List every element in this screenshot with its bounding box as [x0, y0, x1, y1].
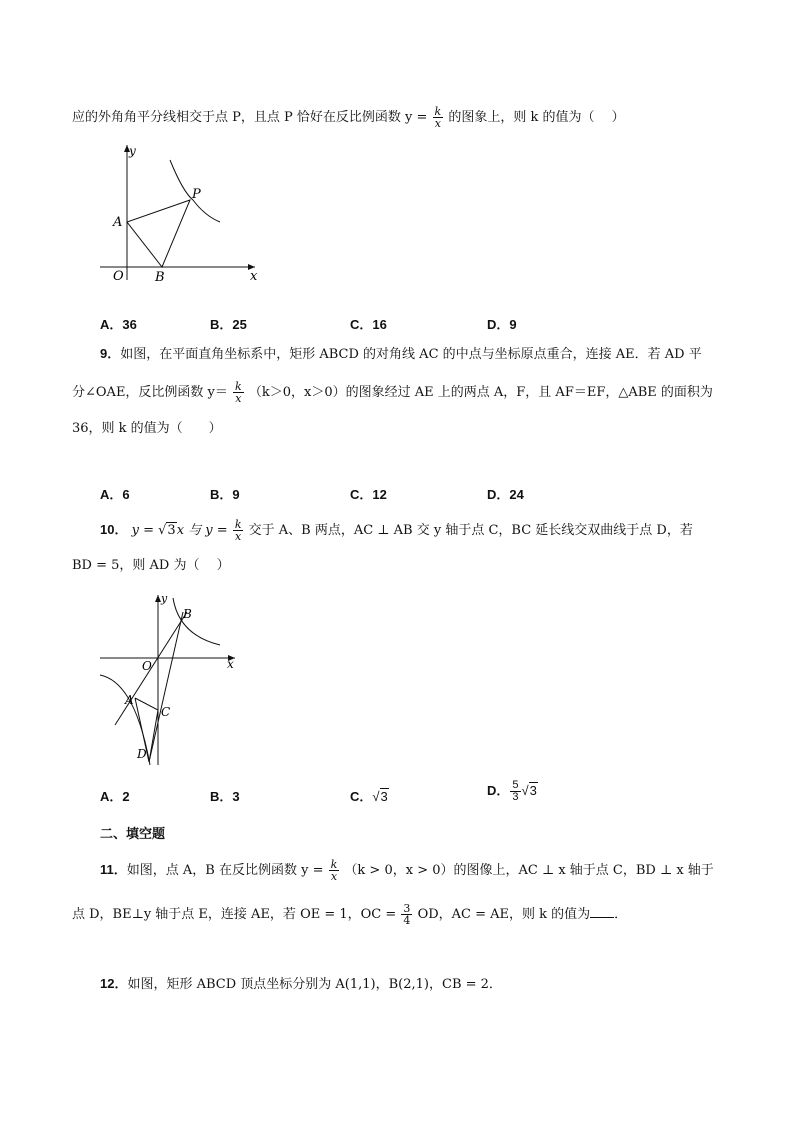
q8-figure	[95, 140, 270, 285]
q9-text-line2: 分∠OAE，反比例函数 y＝ $\frac{k}{x}$ （k＞0，x＞0）的图象经过 AE 上的两点 A，F，且 AF＝EF，△ABE 的面积为	[72, 380, 713, 405]
q9-option-c[interactable]: C．12	[350, 487, 387, 502]
q10-options	[100, 779, 620, 804]
q8-label-x: x	[250, 269, 258, 284]
q9-text-line3: 36，则 k 的值为（ ）	[72, 421, 222, 436]
fraction-k-over-x: $\frac{k}{x}$	[235, 380, 242, 405]
sqrt-symbol: √3	[521, 783, 537, 798]
q10-option-b[interactable]: B．3	[210, 789, 240, 804]
q8-label-B: B	[155, 270, 165, 285]
q8-options	[100, 314, 620, 332]
q10-option-c[interactable]: C．√3	[350, 789, 388, 804]
sqrt-symbol: √3	[372, 789, 388, 804]
q10-text-line2: BD = 5，则 AD 为（ ）	[72, 558, 230, 573]
q10-label-y: y	[161, 592, 168, 605]
q8-label-A: A	[113, 215, 123, 230]
q8-option-c[interactable]: C．16	[350, 317, 387, 332]
fraction-k-over-x: $\frac{k}{x}$	[434, 105, 442, 130]
q9-options	[100, 484, 620, 502]
q8-label-O: O	[113, 269, 124, 284]
q10-label-C: C	[161, 705, 171, 719]
sqrt-symbol: √3	[158, 523, 176, 538]
q8-label-y: y	[129, 144, 136, 158]
q10-text-line1: 10． y = √3x 与 y = $\frac{k}{x}$ 交于 A、B 两点，AC ⊥ AB 交 y 轴于点 C，BC 延长线交双曲线于点 D，若	[100, 518, 693, 543]
q9-text-line1: 9．如图，在平面直角坐标系中，矩形 ABCD 的对角线 AC 的中点与坐标原点重合，连接 AE．若 AD 平	[100, 346, 702, 362]
q8-text-line1: 应的外角角平分线相交于点 P，且点 P 恰好在反比例函数 y = $\frac{k}{x}$ 的图象上，则 k 的值为（ ）	[72, 105, 625, 130]
fraction-k-over-x: $\frac{k}{x}$	[234, 518, 242, 543]
q10-label-x: x	[227, 657, 234, 671]
answer-blank[interactable]	[590, 905, 614, 918]
q10-figure	[95, 590, 245, 770]
fraction-k-over-x: $\frac{k}{x}$	[330, 858, 338, 883]
q10-label-O: O	[142, 659, 152, 673]
q10-label-A: A	[125, 693, 134, 707]
q8-option-d[interactable]: D．9	[487, 317, 517, 332]
q12-text-line1: 12．如图，矩形 ABCD 顶点坐标分别为 A(1,1)，B(2,1)，CB = 2．	[100, 976, 502, 992]
q11-text-line1: 11．如图，点 A，B 在反比例函数 y = $\frac{k}{x}$ （k > 0，x > 0）的图像上，AC ⊥ x 轴于点 C，BD ⊥ x 轴于	[100, 858, 714, 883]
q9-option-d[interactable]: D．24	[487, 487, 524, 502]
q8-option-a[interactable]: A．36	[100, 317, 137, 332]
fraction-5-over-3: $\frac{5}{3}$	[512, 779, 519, 804]
q9-option-a[interactable]: A．6	[100, 487, 130, 502]
q10-label-B: B	[183, 607, 192, 621]
q8-option-b[interactable]: B．25	[210, 317, 247, 332]
q10-label-D: D	[137, 747, 147, 761]
q11-text-line2: 点 D，BE⊥y 轴于点 E，连接 AE，若 OE = 1，OC = $\frac{3}{4}$ OD，AC = AE，则 k 的值为 ．	[72, 902, 628, 927]
q9-option-b[interactable]: B．9	[210, 487, 240, 502]
fraction-3-over-4: $\frac{3}{4}$	[403, 902, 411, 927]
q8-label-P: P	[192, 187, 201, 202]
section-title-fill-in: 二、填空题	[100, 826, 166, 841]
q10-option-d[interactable]: D． $\frac{5}{3}$ √3	[487, 779, 537, 804]
q10-option-a[interactable]: A．2	[100, 789, 130, 804]
